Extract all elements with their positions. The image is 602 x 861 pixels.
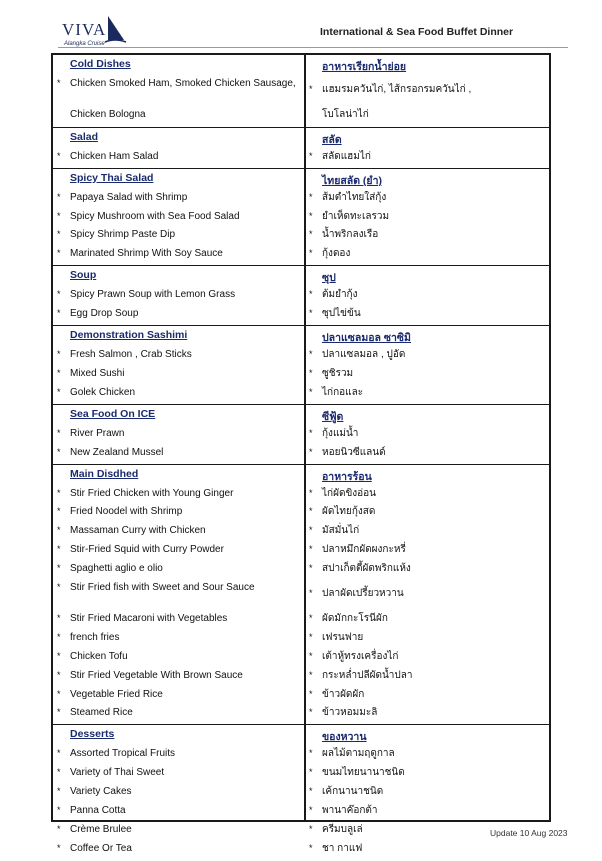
section-heading: ซีฟู้ด (322, 410, 344, 423)
section-heading: Spicy Thai Salad (70, 171, 154, 184)
bullet-star: * (57, 525, 61, 536)
bullet-star: * (57, 650, 61, 661)
menu-item-text: Massaman Curry with Chicken (70, 525, 206, 537)
menu-item-text: Stir Fried Vegetable With Brown Sauce (70, 669, 243, 681)
menu-item-text: ไก่ผัดขิงอ่อน (322, 487, 377, 499)
bullet-star: * (309, 688, 313, 699)
menu-item-text: ปลาแซลมอล , ปูอัด (322, 349, 406, 361)
menu-item-text: ผัดไทยกุ้งสด (322, 506, 376, 518)
menu-item-text: Steamed Rice (70, 707, 133, 719)
menu-item-text: Spicy Mushroom with Sea Food Salad (70, 210, 240, 222)
menu-item-text: เต้าหู้ทรงเครื่องไก่ (322, 650, 399, 662)
menu-item-text: ต้มยำกุ้ง (322, 289, 358, 301)
bullet-star: * (309, 563, 313, 574)
thai-column (309, 266, 549, 326)
menu-item-text: Marinated Shrimp With Soy Sauce (70, 248, 223, 260)
bullet-star: * (57, 367, 61, 378)
english-column (57, 465, 301, 726)
bullet-star: * (57, 823, 61, 834)
menu-item-text: Stir Fried Macaroni with Vegetables (70, 612, 228, 624)
section-heading: Salad (70, 130, 99, 143)
bullet-star: * (57, 229, 61, 240)
bullet-star: * (57, 487, 61, 498)
bullet-star: * (309, 748, 313, 759)
header-rule (58, 47, 568, 48)
menu-item-text: Crème Brulee (70, 823, 132, 835)
menu-item-text: Papaya Salad with Shrimp (70, 191, 188, 203)
menu-item-text: แฮมรมควันไก่, ไส้กรอกรมควันไก่ , (322, 84, 472, 95)
thai-column (309, 465, 549, 726)
page-title: International & Sea Food Buffet Dinner (320, 26, 514, 38)
menu-item-text: Spicy Prawn Soup with Lemon Grass (70, 289, 236, 301)
bullet-star: * (309, 631, 313, 642)
bullet-star: * (309, 308, 313, 319)
english-column (57, 55, 301, 127)
bullet-star: * (309, 367, 313, 378)
bullet-star: * (57, 446, 61, 457)
menu-section (53, 724, 549, 859)
bullet-star: * (57, 767, 61, 778)
menu-item-text: เฟรนฟาย (322, 631, 364, 643)
brand-logo (62, 14, 132, 48)
menu-item-text: ปลาหมึกผัดผงกะหรี่ (322, 544, 406, 556)
bullet-star: * (57, 289, 61, 300)
section-heading: ปลาแซลมอล ซาซิมิ (322, 332, 411, 345)
bullet-star: * (309, 786, 313, 797)
bullet-star: * (57, 842, 61, 853)
menu-section (53, 325, 549, 404)
menu-item-text: Assorted Tropical Fruits (70, 748, 176, 760)
thai-column (309, 169, 549, 267)
menu-item-text: โบโลน่าไก่ (322, 108, 369, 120)
logo-subtitle: Alangka Cruise (64, 41, 105, 47)
bullet-star: * (57, 748, 61, 759)
english-column (57, 266, 301, 326)
english-column (57, 326, 301, 405)
bullet-star: * (309, 823, 313, 834)
menu-item-text: ปลาผัดเปรี้ยวหวาน (322, 588, 404, 600)
menu-item-text: Stir-Fried Squid with Curry Powder (70, 544, 224, 556)
section-heading: ไทยสลัด (ยำ) (322, 174, 382, 187)
bullet-star: * (57, 582, 61, 593)
menu-item-text: Fresh Salmon , Crab Sticks (70, 349, 192, 361)
bullet-star: * (309, 84, 313, 94)
menu-section (53, 404, 549, 464)
bullet-star: * (309, 386, 313, 397)
menu-item-text: กระหล่ำปลีผัดน้ำปลา (322, 669, 413, 681)
menu-item-text: ส้มตำไทยใส่กุ้ง (322, 191, 387, 203)
section-heading: Desserts (70, 728, 115, 741)
bullet-star: * (309, 349, 313, 360)
menu-section (53, 168, 549, 266)
menu-item-text: Spicy Shrimp Paste Dip (70, 229, 176, 241)
menu-item-text: ยำเห็ดทะเลรวม (322, 210, 390, 222)
bullet-star: * (309, 805, 313, 816)
bullet-star: * (57, 506, 61, 517)
menu-item-text: ครีมบลูเล่ (322, 823, 363, 835)
menu-item-text: Variety of Thai Sweet (70, 767, 165, 779)
bullet-star: * (309, 588, 313, 599)
bullet-star: * (57, 210, 61, 221)
section-heading: อาหารเรียกน้ำย่อย (322, 61, 407, 73)
menu-item-text: Coffee Or Tea (70, 842, 132, 854)
bullet-star: * (57, 544, 61, 555)
bullet-star: * (57, 248, 61, 259)
english-column (57, 128, 301, 169)
menu-item-text: ซุปไข่ข้น (322, 308, 361, 320)
thai-column (309, 725, 549, 860)
menu-item-text: Spaghetti aglio e olio (70, 563, 163, 575)
section-heading: Demonstration Sashimi (70, 329, 188, 342)
section-heading: Sea Food On ICE (70, 407, 156, 420)
bullet-star: * (309, 229, 313, 240)
menu-section (53, 265, 549, 325)
bullet-star: * (309, 289, 313, 300)
bullet-star: * (309, 707, 313, 718)
menu-item-text: ข้าวผัดผัก (322, 688, 365, 700)
bullet-star: * (309, 248, 313, 259)
section-heading: ของหวาน (322, 731, 367, 744)
bullet-star: * (57, 563, 61, 574)
bullet-star: * (309, 487, 313, 498)
bullet-star: * (57, 707, 61, 718)
bullet-star: * (309, 427, 313, 438)
menu-item-text: ข้าวหอมมะลิ (322, 707, 378, 719)
menu-item-text: Stir Fried fish with Sweet and Sour Sauce (70, 582, 255, 594)
menu-section (53, 464, 549, 725)
menu-section (53, 55, 549, 127)
menu-item-text: Panna Cotta (70, 805, 126, 817)
menu-section (53, 127, 549, 168)
bullet-star: * (57, 786, 61, 797)
bullet-star: * (57, 427, 61, 438)
bullet-star: * (309, 612, 313, 623)
logo-text: VIVA (62, 20, 107, 39)
section-heading: Main Disdhed (70, 467, 139, 480)
menu-item-text: Chicken Ham Salad (70, 150, 159, 162)
bullet-star: * (57, 612, 61, 623)
menu-item-text: กุ้งดอง (322, 248, 351, 260)
section-heading: ซุป (322, 272, 336, 285)
menu-item-text: Fried Noodel with Shrimp (70, 506, 183, 518)
menu-item-text: Mixed Sushi (70, 367, 125, 379)
update-date: Update 10 Aug 2023 (490, 828, 568, 838)
menu-item-text: ชา กาแฟ (322, 842, 363, 854)
bullet-star: * (309, 191, 313, 202)
menu-item-text: ไก่กอและ (322, 386, 364, 398)
english-column (57, 169, 301, 267)
bullet-star: * (309, 525, 313, 536)
bullet-star: * (309, 506, 313, 517)
bullet-star: * (309, 544, 313, 555)
bullet-star: * (57, 631, 61, 642)
menu-item-text: Vegetable Fried Rice (70, 688, 163, 700)
menu-item-text: Golek Chicken (70, 386, 136, 398)
bullet-star: * (309, 842, 313, 853)
menu-item-text: Chicken Smoked Ham, Smoked Chicken Sausage, (70, 78, 296, 89)
bullet-star: * (57, 349, 61, 360)
section-heading: อาหารร้อน (322, 470, 372, 483)
bullet-star: * (57, 191, 61, 202)
bullet-star: * (57, 688, 61, 699)
menu-item-text: french fries (70, 631, 120, 643)
menu-item-text: สลัดแฮมไก่ (322, 150, 371, 162)
bullet-star: * (57, 805, 61, 816)
section-heading: Soup (70, 269, 97, 282)
bullet-star: * (57, 386, 61, 397)
menu-item-text: น้ำพริกลงเรือ (322, 229, 379, 241)
bullet-star: * (309, 669, 313, 680)
english-column (57, 405, 301, 465)
menu-item-text: หอยนิวซีแลนด์ (322, 446, 386, 458)
menu-item-text: New Zealand Mussel (70, 446, 164, 458)
menu-item-text: กุ้งแม่น้ำ (322, 427, 359, 439)
section-heading: สลัด (322, 133, 342, 146)
menu-item-text: ผลไม้ตามฤดูกาล (322, 748, 395, 760)
bullet-star: * (309, 150, 313, 161)
menu-item-text: ผัดมักกะโรนีผัก (322, 612, 388, 624)
bullet-star: * (309, 210, 313, 221)
bullet-star: * (57, 308, 61, 319)
bullet-star: * (57, 78, 61, 88)
menu-item-text: เค้กนานาชนิด (322, 786, 384, 798)
menu-item-text: ขนมไทยนานาชนิด (322, 767, 405, 779)
menu-item-text: Variety Cakes (70, 786, 132, 798)
bullet-star: * (309, 446, 313, 457)
bullet-star: * (309, 650, 313, 661)
menu-item-text: Egg Drop Soup (70, 308, 139, 320)
menu-item-text: พานาค๊อกต้า (322, 805, 378, 817)
bullet-star: * (57, 150, 61, 161)
menu-item-text: River Prawn (70, 427, 125, 439)
menu-item-text: มัสมั่นไก่ (322, 525, 360, 537)
section-heading: Cold Dishes (70, 58, 131, 70)
menu-item-text: Stir Fried Chicken with Young Ginger (70, 487, 234, 499)
menu-item-text: Chicken Bologna (70, 108, 146, 120)
english-column (57, 725, 301, 860)
thai-column (309, 405, 549, 465)
menu-item-text: สปาเก็ตตี้ผัดพริกแห้ง (322, 563, 411, 575)
menu-item-text: ซูชิรวม (322, 367, 354, 379)
menu-item-text: Chicken Tofu (70, 650, 128, 662)
bullet-star: * (57, 669, 61, 680)
thai-column (309, 128, 549, 169)
thai-column (309, 55, 549, 127)
bullet-star: * (309, 767, 313, 778)
thai-column (309, 326, 549, 405)
